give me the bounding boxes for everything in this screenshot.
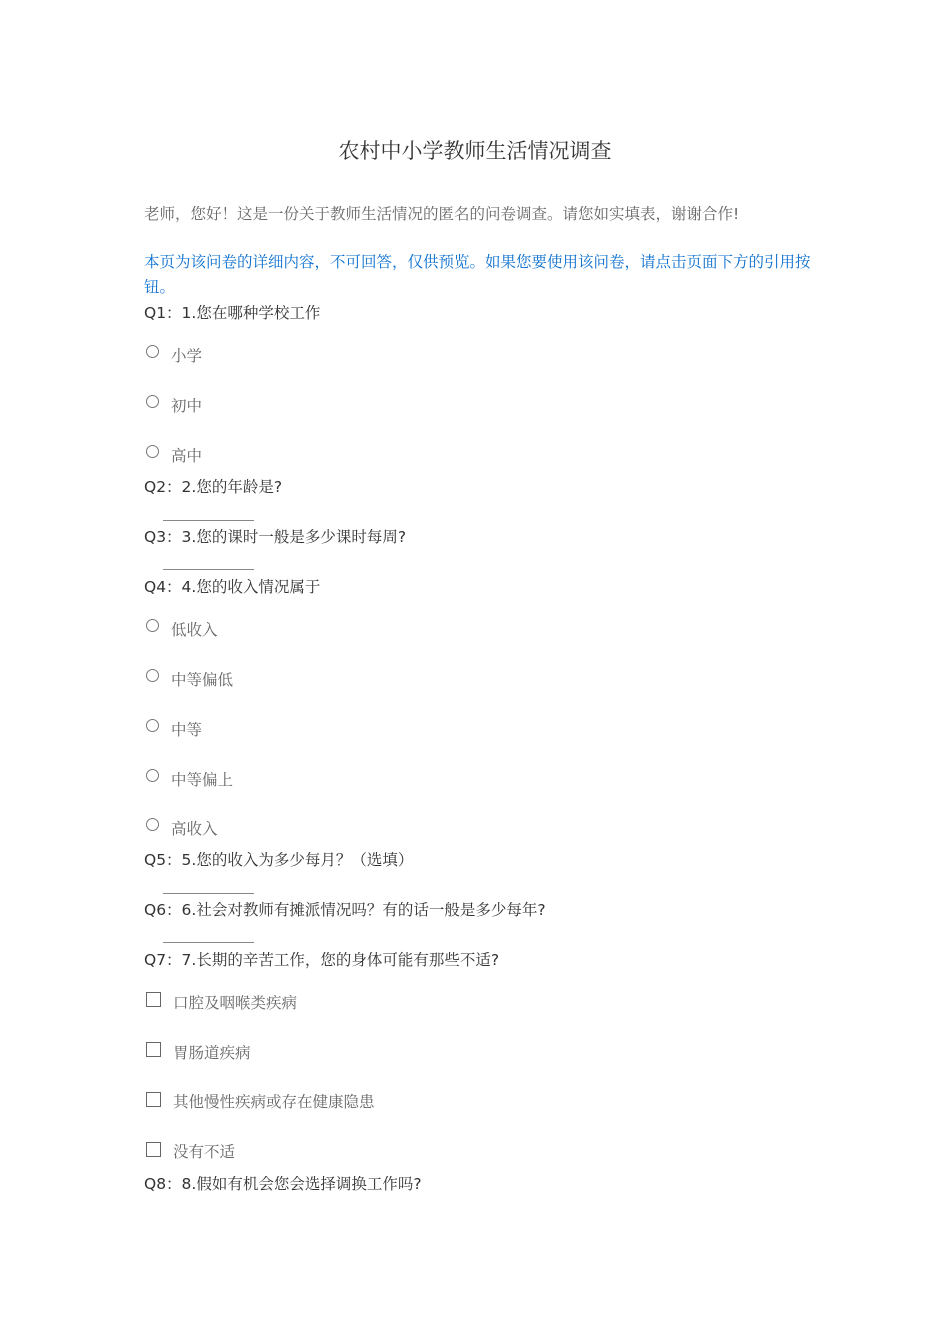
- option-label: 高中: [171, 447, 203, 465]
- answer-blank[interactable]: [163, 569, 254, 570]
- radio-button[interactable]: [146, 669, 159, 682]
- answer-blank[interactable]: [163, 942, 254, 943]
- checkbox[interactable]: [146, 1142, 161, 1157]
- option-label: 其他慢性疾病或存在健康隐患: [173, 1093, 375, 1111]
- survey-intro: 老师，您好！这是一份关于教师生活情况的匿名的问卷调查。请您如实填表，谢谢合作!: [144, 205, 740, 223]
- option-label: 中等偏上: [171, 771, 234, 789]
- option-label: 小学: [171, 347, 203, 365]
- option-label: 初中: [171, 397, 203, 415]
- radio-button[interactable]: [146, 345, 159, 358]
- question-q7: Q7：7.长期的辛苦工作，您的身体可能有那些不适?: [144, 951, 500, 969]
- radio-button[interactable]: [146, 395, 159, 408]
- question-q8: Q8：8.假如有机会您会选择调换工作吗?: [144, 1175, 422, 1193]
- radio-button[interactable]: [146, 769, 159, 782]
- question-q5: Q5：5.您的收入为多少每月？（选填）: [144, 851, 414, 869]
- option-label: 中等: [171, 721, 203, 739]
- radio-button[interactable]: [146, 719, 159, 732]
- checkbox[interactable]: [146, 992, 161, 1007]
- answer-blank[interactable]: [163, 893, 254, 894]
- option-label: 低收入: [171, 621, 218, 639]
- checkbox[interactable]: [146, 1042, 161, 1057]
- radio-button[interactable]: [146, 619, 159, 632]
- radio-button[interactable]: [146, 818, 159, 831]
- option-label: 高收入: [171, 820, 218, 838]
- question-q4: Q4：4.您的收入情况属于: [144, 578, 321, 596]
- question-q2: Q2：2.您的年龄是?: [144, 478, 283, 496]
- question-q1: Q1：1.您在哪种学校工作: [144, 304, 321, 322]
- checkbox[interactable]: [146, 1092, 161, 1107]
- question-q3: Q3：3.您的课时一般是多少课时每周?: [144, 528, 407, 546]
- radio-button[interactable]: [146, 445, 159, 458]
- survey-title: 农村中小学教师生活情况调查: [338, 139, 612, 163]
- answer-blank[interactable]: [163, 520, 254, 521]
- question-q6: Q6：6.社会对教师有摊派情况吗？有的话一般是多少每年?: [144, 901, 546, 919]
- option-label: 中等偏低: [171, 671, 234, 689]
- option-label: 胃肠道疾病: [173, 1044, 251, 1062]
- preview-notice: 本页为该问卷的详细内容，不可回答，仅供预览。如果您要使用该问卷，请点击页面下方的引用按钮。: [144, 253, 811, 296]
- option-label: 没有不适: [173, 1143, 236, 1161]
- option-label: 口腔及咽喉类疾病: [173, 994, 298, 1012]
